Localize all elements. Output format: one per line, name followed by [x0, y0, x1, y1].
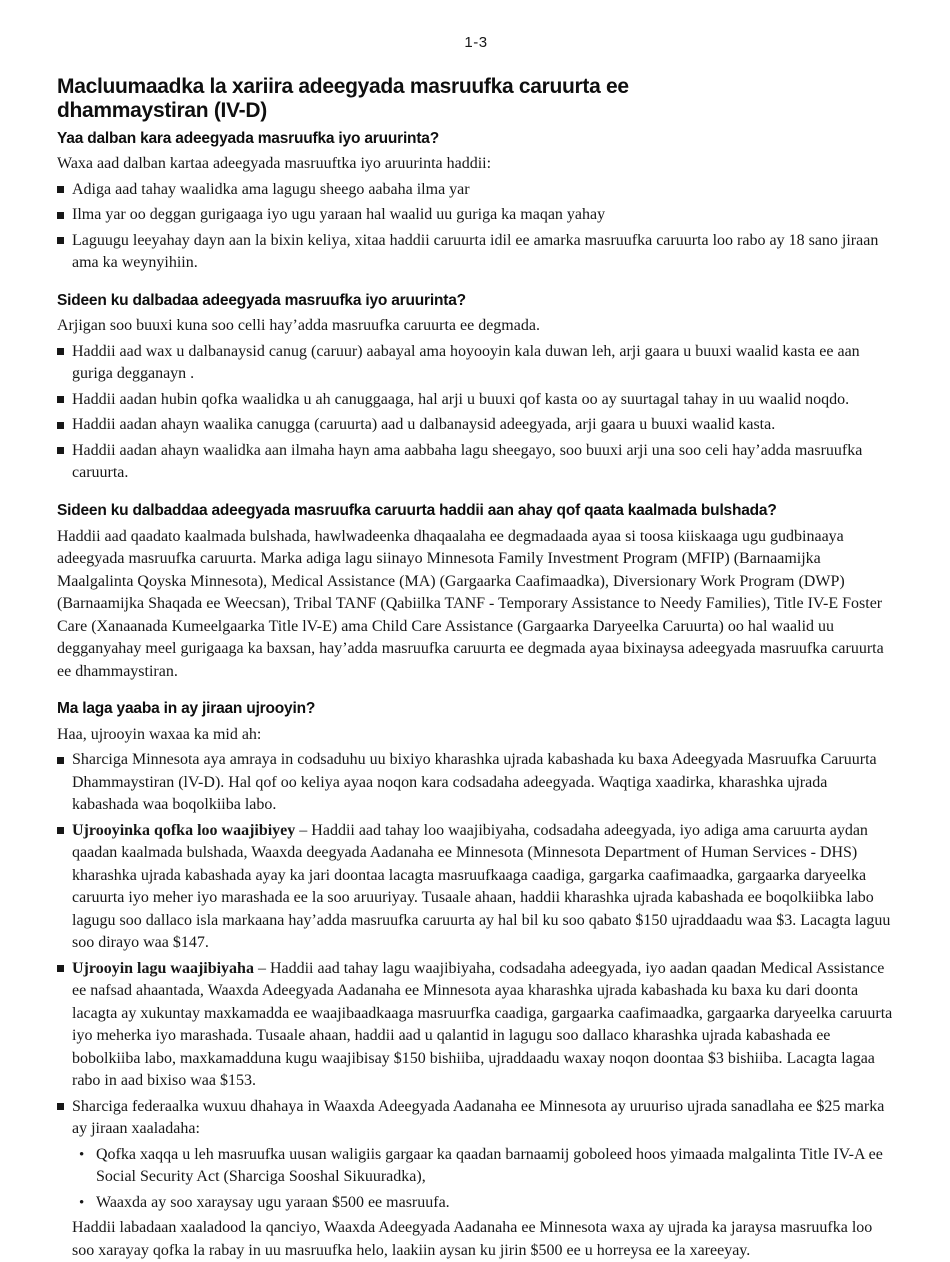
sub-bullet-list — [78, 1144, 895, 1215]
bullet-text: – Haddii aad tahay loo waajibiyaha, codsadaha adeegyada, iyo adiga ama caruurta aydan qaadan kaalmada bulshada, Waaxda deegyada Aadanaha ee Minnesota (Minnesota Department of Human Services - DHS) kharashka ujrada kabashada ayay ka jari doontaa lacagta masruufkaaga caadiga, gargarka caafimaadka, gargaarka daryeelka caruurta iyo meher iyo marashada ee la soo aruuriyay. Tusaale ahaan, haddii kharashka ujrada kabashada ee boqolkiibka labo lagugu soo dallaco isla markaana hay’adda masruufka caruurta ay hal bil ku soo qabato $150 ujraddaadu waa $3. Lacagta laguu soo dirayo waa $147. — [72, 821, 891, 952]
document-title: Macluumaadka la xariira adeegyada masruufka caruurta ee dhammaystiran (IV-D) — [57, 75, 629, 123]
bullet-item — [57, 230, 895, 275]
square-bullet-icon — [57, 348, 64, 355]
section-fees — [57, 700, 895, 1262]
intro-paragraph: Waxa aad dalban kartaa adeegyada masruuftka iyo aruurinta haddii: — [57, 155, 492, 173]
closing-paragraph: Haddii labadaan xaaladood la qanciyo, Waaxda Adeegyada Aadanaha ee Minnesota waxa ay ujrada ka jaraysa masruufka loo soo xarayay qofka la rabay in uu masruufka helo, laakiin aysan ku jirin $500 ee u horreysa ee la xareeyay. — [72, 1219, 873, 1259]
bullet-text: Ilma yar oo deggan gurigaaga iyo ugu yaraan hal waalid uu guriga ka maqan yahay — [72, 206, 606, 224]
section-heading: Yaa dalban kara adeegyada masruufka iyo aruurinta? — [57, 129, 439, 147]
square-bullet-icon — [57, 447, 64, 454]
section-who-can-apply — [57, 130, 895, 275]
bullet-text: Sharciga Minnesota aya amraya in codsaduhu uu bixiyo kharashka ujrada kabashada ku baxa Adeegyada Masruufka Caruurta Dhammaystiran (lV-D). Hal qof oo keliya ayaa noqon kara codsadaha adeegyada. Waqtiga xaadirka, kharashka ujrada kabashada waa boqolkiiba labo. — [72, 751, 877, 814]
bullet-text: Laguugu leeyahay dayn aan la bixin keliya, xitaa haddii caruurta idil ee amarka masruufka caruurta loo rabo ay 18 sano jiraan ama ka weynyihiin. — [72, 231, 879, 272]
section-heading: Ma laga yaaba in ay jiraan ujrooyin? — [57, 700, 316, 717]
bullet-item — [57, 204, 895, 227]
bullet-text: Adiga aad tahay waalidka ama lagugu sheego aabaha ilma yar — [72, 180, 470, 198]
bullet-lead: Ujrooyinka qofka loo waajibiyey — [72, 821, 296, 839]
square-bullet-icon — [57, 1103, 64, 1110]
bullet-item — [57, 749, 895, 817]
bullet-list — [57, 749, 895, 1214]
bullet-text: Haddii aad wax u dalbanaysid canug (caruur) aabayal ama hoyooyin kala duwan leh, arji gaara u buuxi waalid kasta ee aan guriga degganayn . — [72, 342, 860, 383]
bullet-list — [57, 179, 895, 275]
section-heading: Sideen ku dalbadaa adeegyada masruufka iyo aruurinta? — [57, 291, 466, 309]
square-bullet-icon — [57, 237, 64, 244]
bullet-item — [57, 414, 895, 437]
round-bullet-icon: • — [79, 1146, 85, 1163]
bullet-item — [57, 341, 895, 386]
square-bullet-icon — [57, 422, 64, 429]
square-bullet-icon — [57, 212, 64, 219]
bullet-list — [57, 341, 895, 485]
intro-paragraph: Arjigan soo buuxi kuna soo celli hay’adda masruufka caruurta ee degmada. — [57, 317, 540, 335]
sub-bullet-text: Waaxda ay soo xaraysay ugu yaraan $500 ee masruufa. — [96, 1193, 450, 1211]
square-bullet-icon — [57, 965, 64, 972]
section-public-assistance — [57, 502, 895, 683]
section-heading: Sideen ku dalbaddaa adeegyada masruufka caruurta haddii aan ahay qof qaata kaalmada bulshada? — [57, 501, 777, 519]
sub-bullet-item — [78, 1144, 895, 1189]
bullet-item — [57, 389, 895, 412]
round-bullet-icon: • — [79, 1194, 85, 1211]
bullet-text: – Haddii aad tahay lagu waajibiyaha, codsadaha adeegyada, iyo aadan qaadan Medical Assistance ee nafsad ahaantada, Waaxda Adeegyada Aadanaha ee Minnesota ayaa kharashka ujrada kabashada ku baxa ku dari doonta lacagta ay xukuntay maxkamadda ee waajibaadkaaga masruurfka caadiga, gargaarka caafimaadka, gargaarka daryeelka caruurta iyo meherka iyo marashada. Tusaale ahaan, haddii aad u qalantid in lagugu soo dallaco kharashka ujrada kabashada ee bobolkiiba labo, maxkamadduna kugu waajibisay $150 bishiiba, ujraddaadu waxay noqon doontaa $3 bishiiba. Lacagta lagaa rabo in aad bixiso waa $153. — [72, 959, 893, 1090]
bullet-text: Haddii aadan hubin qofka waalidka u ah canuggaaga, hal arji u buuxi qof kasta oo ay suurtagal tahay in uu waalid noqdo. — [72, 390, 850, 408]
sub-bullet-text: Qofka xaqqa u leh masruufka uusan waligiis gargaar ka qaadan barnaamij goboleed hoos yimaada malgalinta Title IV-A ee Social Security Act (Sharciga Sooshal Sikuuradka), — [96, 1145, 883, 1186]
bullet-text: Haddii aadan ahayn waalidka aan ilmaha hayn ama aabbaha lagu sheegayo, soo buuxi arji una soo celi hay’adda masruufka caruurta. — [72, 441, 863, 482]
intro-paragraph: Haa, ujrooyin waxaa ka mid ah: — [57, 725, 262, 743]
bullet-item — [57, 820, 895, 955]
square-bullet-icon — [57, 396, 64, 403]
square-bullet-icon — [57, 757, 64, 764]
section-how-to-apply — [57, 292, 895, 485]
body-paragraph: Haddii aad qaadato kaalmada bulshada, hawlwadeenka dhaqaalaha ee degmadaada ayaa si toosa kiiskaaga ugu gudbinaaya adeegyada masruufka caruurta. Marka adiga lagu siinayo Minnesota Family Investment Program (MFIP) (Barnaamijka Maalgalinta Qoyska Minnesota), Medical Assistance (MA) (Gargaarka Caafimaadka), Diversionary Work Program (DWP) (Barnaamijka Shaqada ee Weecsan), Tribal TANF (Qabiilka TANF - Temporary Assistance to Needy Families), Title IV-E Foster Care (Xanaanada Kumeelgaarka Title lV-E) ama Child Care Assistance (Gargaarka Daryeelka Caruurta) oo hal waalid uu degganyahay meel gurigaaga ka baxsan, hay’adda masruufka caruurta ee degmada ayaa bixinaysa adeegyada masruufka caruurta ee dhammaystiran. — [57, 527, 884, 680]
bullet-item — [57, 958, 895, 1093]
bullet-text: Sharciga federaalka wuxuu dhahaya in Waaxda Adeegyada Aadanaha ee Minnesota ay uruuriso ujrada sanadlaha ee $25 marka ay jiraan xaaladaha: — [72, 1097, 885, 1138]
bullet-item — [57, 440, 895, 485]
page-number: 1-3 — [464, 34, 488, 51]
sub-bullet-item — [78, 1192, 895, 1215]
bullet-text: Haddii aadan ahayn waalika canugga (caruurta) aad u dalbanaysid adeegyada, arji gaara u buuxi waalid kasta. — [72, 416, 776, 434]
square-bullet-icon — [57, 186, 64, 193]
bullet-item — [57, 179, 895, 202]
bullet-lead: Ujrooyin lagu waajibiyaha — [72, 959, 254, 977]
square-bullet-icon — [57, 827, 64, 834]
bullet-item — [57, 1096, 895, 1215]
